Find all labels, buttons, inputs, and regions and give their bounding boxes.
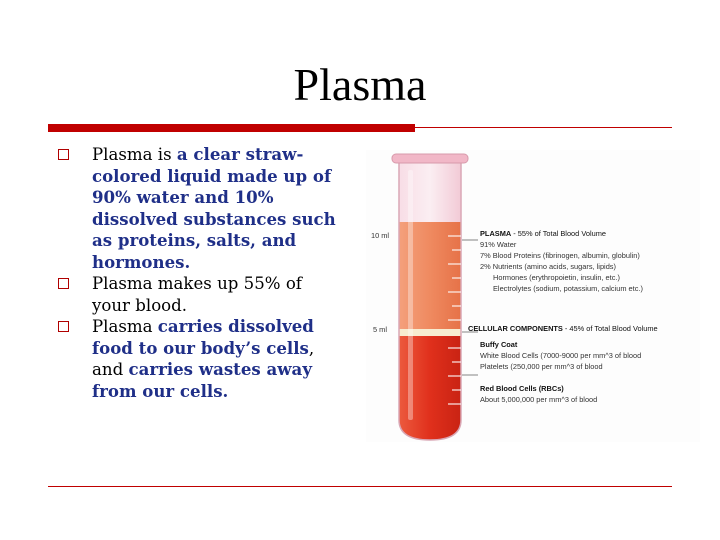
plasma-line-water: 91% Water bbox=[480, 240, 517, 249]
cellular-components-heading: CELLULAR COMPONENTS - 45% of Total Blood Volume bbox=[468, 324, 658, 333]
hollow-square-bullet-icon bbox=[58, 321, 69, 332]
rbc-line-count: About 5,000,000 per mm^3 of blood bbox=[480, 395, 598, 404]
scale-10ml-label: 10 ml bbox=[371, 231, 390, 240]
bullet-text: Plasma makes up 55% of your blood. bbox=[92, 274, 302, 315]
plasma-line-proteins: 7% Blood Proteins (fibrinogen, albumin, globulin) bbox=[480, 251, 640, 260]
blood-test-tube-figure bbox=[366, 150, 700, 442]
plasma-heading: PLASMA - 55% of Total Blood Volume bbox=[480, 229, 606, 238]
bullet-plasma-function bbox=[58, 316, 338, 402]
scale-5ml-label: 5 ml bbox=[373, 325, 387, 334]
plasma-line-hormones: Hormones (erythropoietin, insulin, etc.) bbox=[493, 273, 620, 282]
slide-title: Plasma bbox=[293, 59, 427, 110]
buffy-line-platelets: Platelets (250,000 per mm^3 of blood bbox=[480, 362, 603, 371]
leader-lines bbox=[462, 240, 478, 375]
bullet-plasma-description bbox=[58, 144, 338, 273]
plasma-line-nutrients: 2% Nutrients (amino acids, sugars, lipids) bbox=[480, 262, 616, 271]
bullet-list bbox=[58, 144, 338, 402]
plasma-line-electrolytes: Electrolytes (sodium, potassium, calcium etc.) bbox=[493, 284, 643, 293]
bullet-text: Plasma is a clear straw-colored liquid made up of 90% water and 10% dissolved substances such as proteins, salts, and hormones. bbox=[92, 144, 336, 272]
title-underline-thin bbox=[415, 127, 672, 128]
buffy-coat-heading: Buffy Coat bbox=[480, 340, 518, 349]
bottom-divider bbox=[48, 486, 672, 487]
hollow-square-bullet-icon bbox=[58, 149, 69, 160]
hollow-square-bullet-icon bbox=[58, 278, 69, 289]
tube-highlight bbox=[408, 170, 413, 420]
bullet-plasma-percentage bbox=[58, 273, 338, 316]
tube-rim bbox=[392, 154, 468, 163]
bullet-text: Plasma carries dissolved food to our body’s cells, and carries wastes away from our cells. bbox=[92, 316, 315, 401]
rbc-heading: Red Blood Cells (RBCs) bbox=[480, 384, 564, 393]
test-tube-diagram bbox=[366, 150, 700, 442]
buffy-line-wbc: White Blood Cells (7000-9000 per mm^3 of blood bbox=[480, 351, 642, 360]
title-underline-red bbox=[48, 124, 415, 132]
